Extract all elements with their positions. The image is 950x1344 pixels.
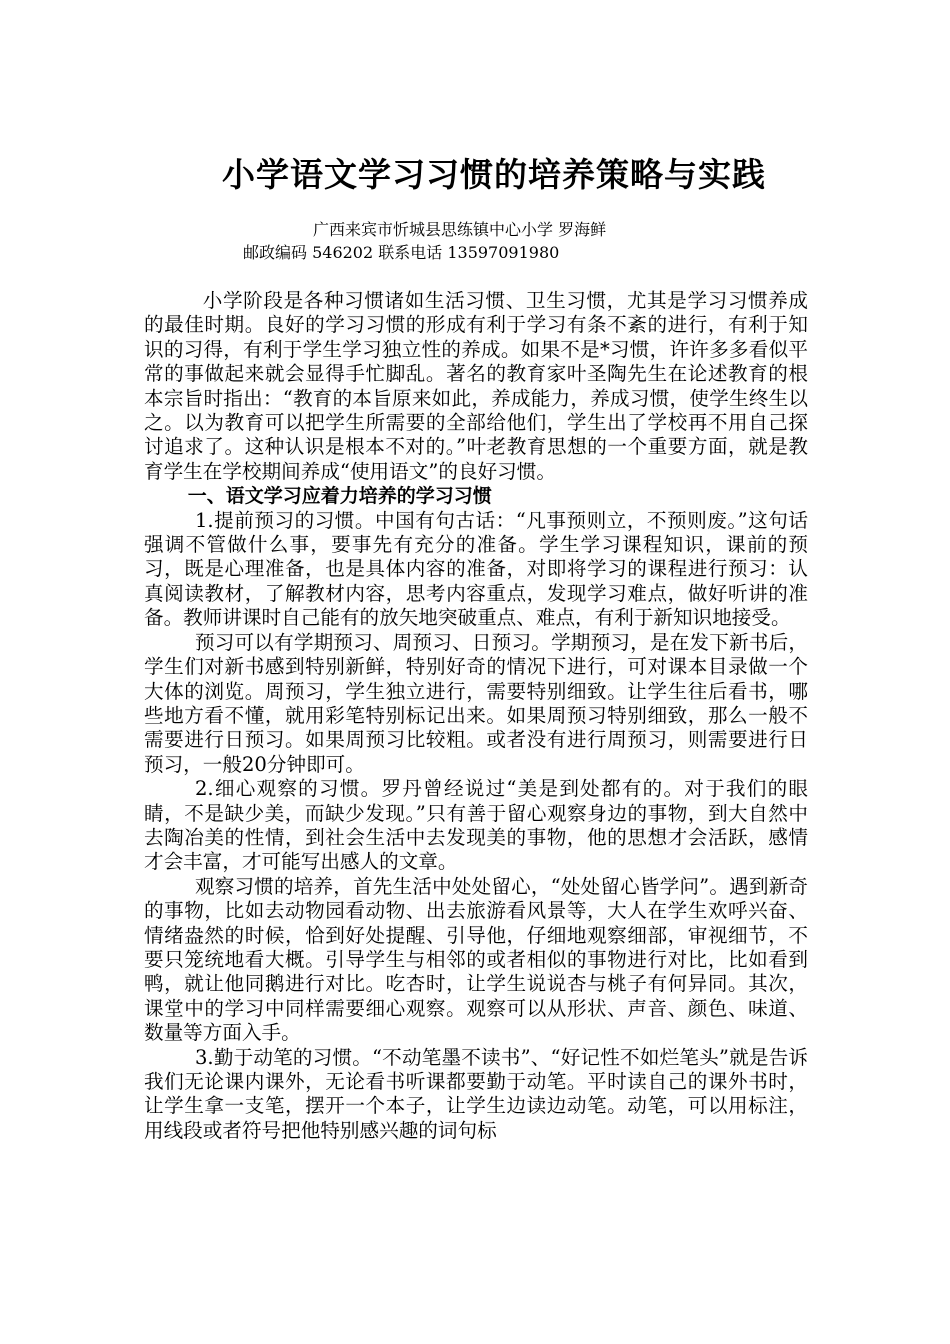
author-line: 广西来宾市忻城县思练镇中心小学 罗海鲜 bbox=[313, 220, 607, 239]
contact-line: 邮政编码 546202 联系电话 13597091980 bbox=[243, 243, 560, 262]
section-heading: 一、语文学习应着力培养的学习习惯 bbox=[187, 485, 492, 508]
paragraph-intro: 小学阶段是各种习惯诸如生活习惯、卫生习惯，尤其是学习习惯养成的最佳时期。良好的学习习惯的形成有利于学习有条不紊的进行，有利于知识的习得，有利于学生学习独立性的养成。如果不是*习惯，许许多多看似平常的事做起来就会显得手忙脚乱。著名的教育家叶圣陶先生在论述教育的根本宗旨时指出：“教育的本旨原来如此，养成能力，养成习惯，使学生终生以之。以为教育可以把学生所需要的全部给他们，学生出了学校再不用自己探讨追求了。这种认识是根本不对的。”叶老教育思想的一个重要方面，就是教育学生在学校期间养成“使用语文”的良好习惯。 bbox=[144, 289, 808, 483]
paragraph-observation-habit: 2.细心观察的习惯。罗丹曾经说过“美是到处都有的。对于我们的眼睛，不是缺少美，而缺少发现。”只有善于留心观察身边的事物，到大自然中去陶冶美的性情，到社会生活中去发现美的事物，他的思想才会活跃，感情才会丰富，才可能写出感人的文章。 bbox=[144, 777, 808, 874]
paragraph-writing-habit: 3.勤于动笔的习惯。“不动笔墨不读书”、“好记性不如烂笔头”就是告诉我们无论课内课外，无论看书听课都要勤于动笔。平时读自己的课外书时，让学生拿一支笔，摆开一个本子，让学生边读边动笔。动笔，可以用标注，用线段或者符号把他特别感兴趣的词句标 bbox=[144, 1045, 808, 1142]
paragraph-preview-habit: 1.提前预习的习惯。中国有句古话：“凡事预则立，不预则废。”这句话强调不管做什么事，要事先有充分的准备。学生学习课程知识，课前的预习，既是心理准备，也是具体内容的准备，对即将学习的课程进行预习：认真阅读教材，了解教材内容，思考内容重点，发现学习难点，做好听讲的准备。教师讲课时自己能有的放矢地突破重点、难点，有利于新知识地接受。 bbox=[144, 508, 808, 630]
paragraph-preview-types: 预习可以有学期预习、周预习、日预习。学期预习，是在发下新书后，学生们对新书感到特别新鲜，特别好奇的情况下进行，可对课本目录做一个大体的浏览。周预习，学生独立进行，需要特别细致。让学生往后看书，哪些地方看不懂，就用彩笔特别标记出来。如果周预习特别细致，那么一般不需要进行日预习。如果周预习比较粗。或者没有进行周预习，则需要进行日预习，一般20分钟即可。 bbox=[144, 630, 808, 776]
document-title: 小学语文学习习惯的培养策略与实践 bbox=[222, 155, 766, 194]
document-body bbox=[144, 289, 808, 1143]
paragraph-observation-training: 观察习惯的培养，首先生活中处处留心，“处处留心皆学问”。遇到新奇的事物，比如去动物园看动物、出去旅游看风景等，大人在学生欢呼兴奋、情绪盎然的时候，恰到好处提醒、引导他，仔细地观察细部，审视细节，不要只笼统地看大概。引导学生与相邻的或者相似的事物进行对比，比如看到鸭，就让他同鹅进行对比。吃杏时，让学生说说杏与桃子有何异同。其次，课堂中的学习中同样需要细心观察。观察可以从形状、声音、颜色、味道、数量等方面入手。 bbox=[144, 874, 808, 1045]
